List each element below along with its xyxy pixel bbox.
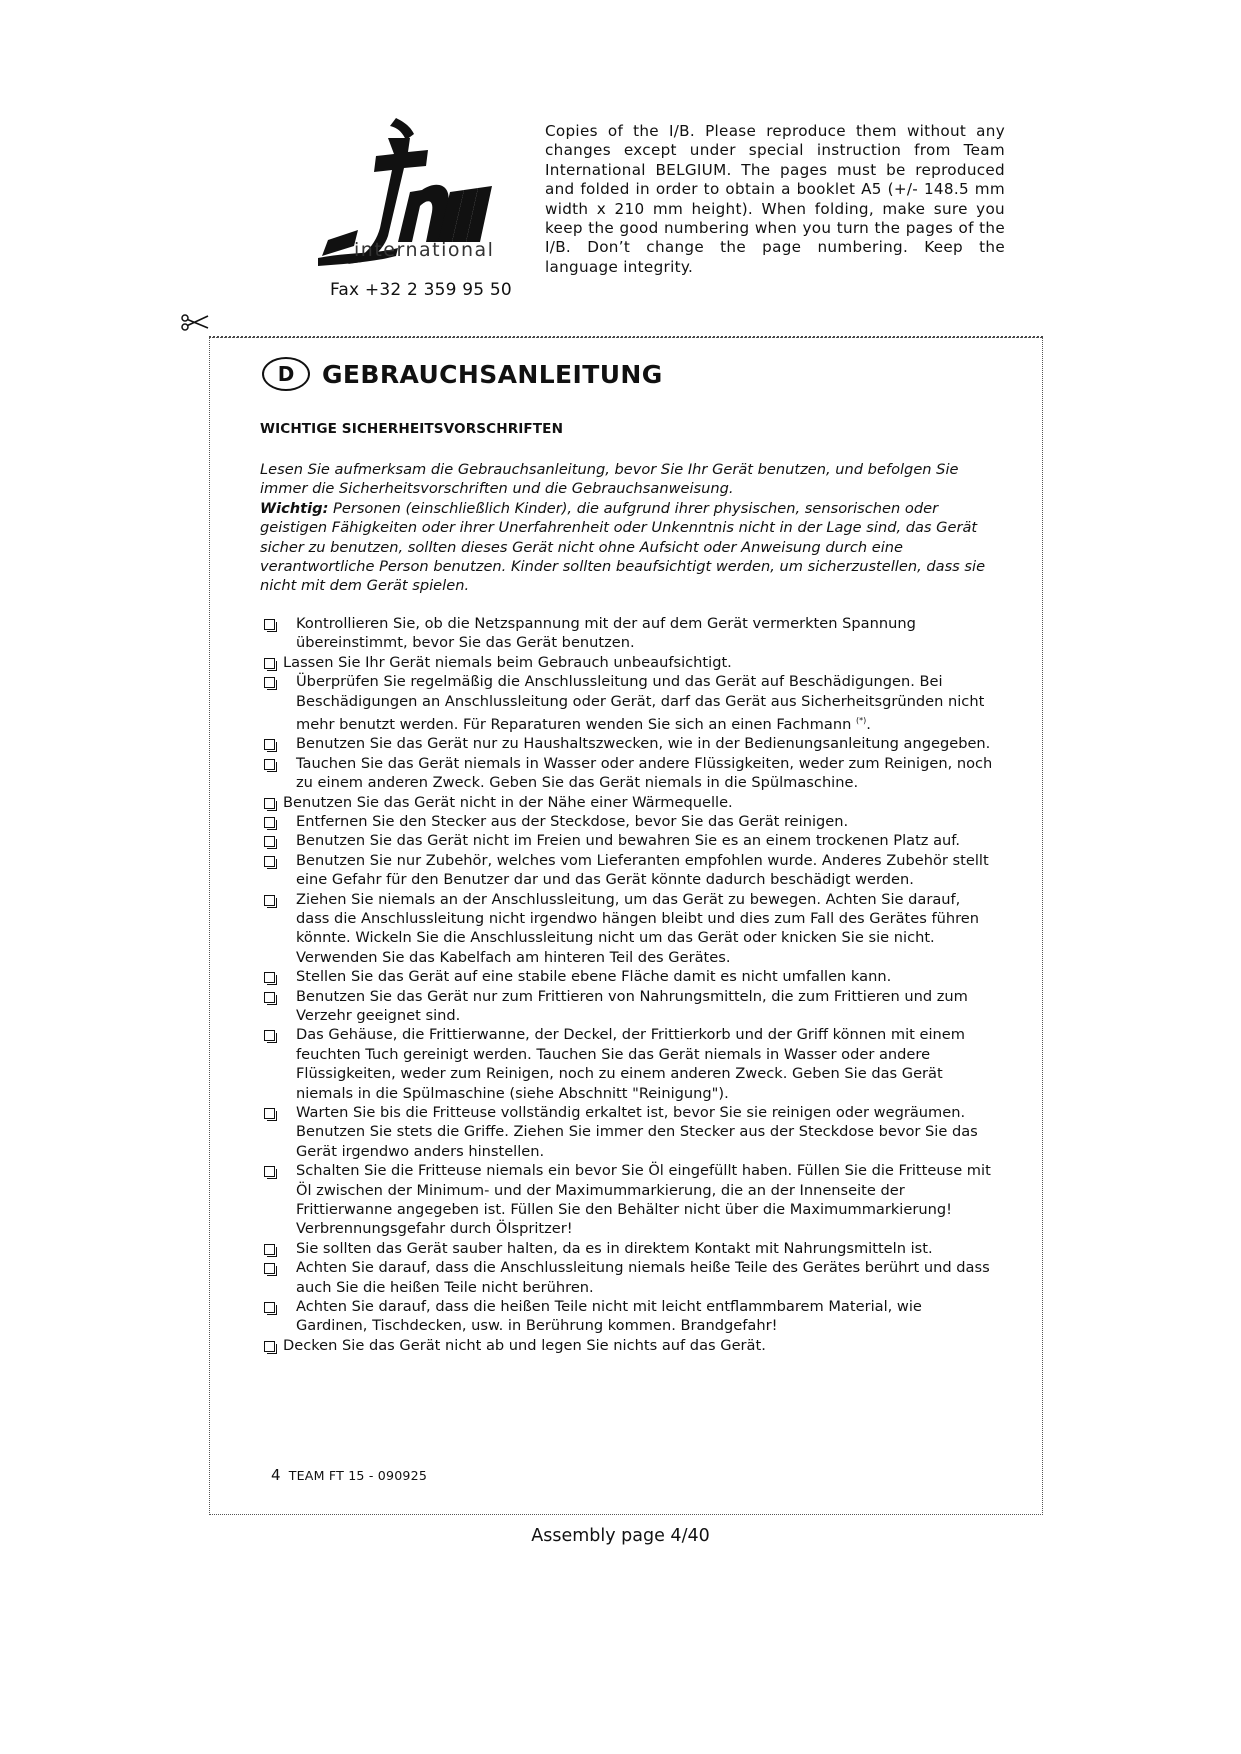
important-text: Personen (einschließlich Kinder), die aufgrund ihrer physischen, sensorischen oder geistigen Fähigkeiten oder ihrer Unerfahrenheit oder Unkenntnis nicht in der Lage sind, das Gerät sicher zu benutzen, sollten dieses Gerät nicht ohne Aufsicht oder Anweisung durch eine verantwortliche Person benutzen. Kinder sollten beaufsichtigt werden, um sicherzustellen, dass sie nicht mit dem Gerät spielen. [260, 499, 986, 595]
checkbox-bullet-icon [264, 817, 275, 828]
list-item: Kontrollieren Sie, ob die Netzspannung mit der auf dem Gerät vermerkten Spannung übereinstimmt, bevor Sie das Gerät benutzen. [260, 614, 995, 653]
team-international-logo [318, 118, 508, 276]
checkbox-bullet-icon [264, 992, 275, 1003]
list-item: Benutzen Sie das Gerät nicht in der Nähe einer Wärmequelle. [260, 793, 995, 812]
checkbox-bullet-icon [264, 1302, 275, 1313]
logo-subtext: international [354, 239, 495, 261]
scissors-icon [180, 310, 210, 334]
list-item: Tauchen Sie das Gerät niemals in Wasser oder andere Flüssigkeiten, weder zum Reinigen, noch zu einem anderen Zweck. Geben Sie das Gerät niemals in die Spülmaschine. [260, 754, 995, 793]
checkbox-bullet-icon [264, 836, 275, 847]
list-item: Benutzen Sie das Gerät nur zu Haushaltszwecken, wie in der Bedienungsanleitung angegeben. [260, 734, 995, 753]
list-item: Sie sollten das Gerät sauber halten, da es in direktem Kontakt mit Nahrungsmitteln ist. [260, 1239, 995, 1258]
checkbox-bullet-icon [264, 1244, 275, 1255]
checkbox-bullet-icon [264, 1030, 275, 1041]
list-item: Achten Sie darauf, dass die heißen Teile nicht mit leicht entflammbarem Material, wie Gardinen, Tischdecken, usw. in Berührung kommen. Brandgefahr! [260, 1297, 995, 1336]
list-item: Achten Sie darauf, dass die Anschlussleitung niemals heiße Teile des Gerätes berührt und dass auch Sie die heißen Teile nicht berühren. [260, 1258, 995, 1297]
page-footer [271, 1466, 427, 1484]
manual-title: GEBRAUCHSANLEITUNG [322, 359, 663, 389]
checkbox-bullet-icon [264, 856, 275, 867]
list-item: Das Gehäuse, die Frittierwanne, der Deckel, der Frittierkorb und der Griff können mit einem feuchten Tuch gereinigt werden. Tauchen Sie das Gerät niemals in Wasser oder andere Flüssigkeiten, weder zum Reinigen, noch zu einem anderen Zweck. Geben Sie das Gerät niemals in die Spülmaschine (siehe Abschnitt "Reinigung"). [260, 1025, 995, 1103]
checkbox-bullet-icon [264, 1108, 275, 1119]
list-item: Ziehen Sie niemals an der Anschlussleitung, um das Gerät zu bewegen. Achten Sie darauf, dass die Anschlussleitung nicht irgendwo hängen bleibt und dies zum Fall des Gerätes führen könnte. Wickeln Sie die Anschlussleitung nicht um das Gerät oder knicken Sie sie nicht. Verwenden Sie das Kabelfach am hinteren Teil des Gerätes. [260, 890, 995, 968]
list-item: Entfernen Sie den Stecker aus der Steckdose, bevor Sie das Gerät reinigen. [260, 812, 995, 831]
copies-instruction: Copies of the I/B. Please reproduce them without any changes except under special instruction from Team International BELGIUM. The pages must be reproduced and folded in order to obtain a booklet A5 (+/- 148.5 mm width x 210 mm height). When folding, make sure you keep the good numbering when you turn the pages of the I/B. Don’t change the page numbering. Keep the language integrity. [545, 122, 1005, 276]
intro-paragraph: Lesen Sie aufmerksam die Gebrauchsanleitung, bevor Sie Ihr Gerät benutzen, und befolgen Sie immer die Sicherheitsvorschriften und die Gebrauchsanweisung. [260, 461, 959, 498]
checkbox-bullet-icon [264, 739, 275, 750]
checkbox-bullet-icon [264, 1341, 275, 1352]
language-header [262, 357, 663, 391]
checkbox-bullet-icon [264, 619, 275, 630]
intro-text [260, 460, 995, 596]
footnote-mark: (*) [855, 716, 867, 726]
checkbox-bullet-icon [264, 1166, 275, 1177]
page-number: 4 [271, 1466, 281, 1484]
assembly-page-label: Assembly page 4/40 [531, 1526, 710, 1546]
checkbox-bullet-icon [264, 972, 275, 983]
safety-list [260, 614, 995, 1355]
checkbox-bullet-icon [264, 1263, 275, 1274]
language-badge: D [262, 357, 310, 391]
checkbox-bullet-icon [264, 759, 275, 770]
checkbox-bullet-icon [264, 658, 275, 669]
list-item: Warten Sie bis die Fritteuse vollständig erkaltet ist, bevor Sie sie reinigen oder wegräumen. Benutzen Sie stets die Griffe. Ziehen Sie immer den Stecker aus der Steckdose bevor Sie das Gerät irgendwo anders hinstellen. [260, 1103, 995, 1161]
list-item: Benutzen Sie nur Zubehör, welches vom Lieferanten empfohlen wurde. Anderes Zubehör stellt eine Gefahr für den Benutzer dar und das Gerät könnte dadurch beschädigt werden. [260, 851, 995, 890]
fax-number: Fax +32 2 359 95 50 [330, 280, 512, 300]
section-heading: WICHTIGE SICHERHEITSVORSCHRIFTEN [260, 421, 564, 437]
checkbox-bullet-icon [264, 677, 275, 688]
list-item: Stellen Sie das Gerät auf eine stabile ebene Fläche damit es nicht umfallen kann. [260, 967, 995, 986]
list-item: Schalten Sie die Fritteuse niemals ein bevor Sie Öl eingefüllt haben. Füllen Sie die Fritteuse mit Öl zwischen der Minimum- und der Maximummarkierung, die an der Innenseite der Frittierwanne angegeben ist. Füllen Sie den Behälter nicht über die Maximummarkierung! Verbrennungsgefahr durch Ölspritzer! [260, 1161, 995, 1239]
list-item: Benutzen Sie das Gerät nicht im Freien und bewahren Sie es an einem trockenen Platz auf. [260, 831, 995, 850]
important-paragraph [260, 499, 995, 596]
model-code: TEAM FT 15 - 090925 [288, 1468, 428, 1483]
list-item: Benutzen Sie das Gerät nur zum Frittieren von Nahrungsmitteln, die zum Frittieren und zum Verzehr geeignet sind. [260, 987, 995, 1026]
list-item: Lassen Sie Ihr Gerät niemals beim Gebrauch unbeaufsichtigt. [260, 653, 995, 672]
important-label: Wichtig: [260, 499, 329, 517]
checkbox-bullet-icon [264, 895, 275, 906]
list-item: Decken Sie das Gerät nicht ab und legen Sie nichts auf das Gerät. [260, 1336, 995, 1355]
list-item: Überprüfen Sie regelmäßig die Anschlussleitung und das Gerät auf Beschädigungen. Bei Beschädigungen an Anschlussleitung oder Gerät, darf das Gerät aus Sicherheitsgründen nicht mehr benutzt werden. Für Reparaturen wenden Sie sich an einen Fachmann (*). [260, 672, 995, 734]
checkbox-bullet-icon [264, 798, 275, 809]
